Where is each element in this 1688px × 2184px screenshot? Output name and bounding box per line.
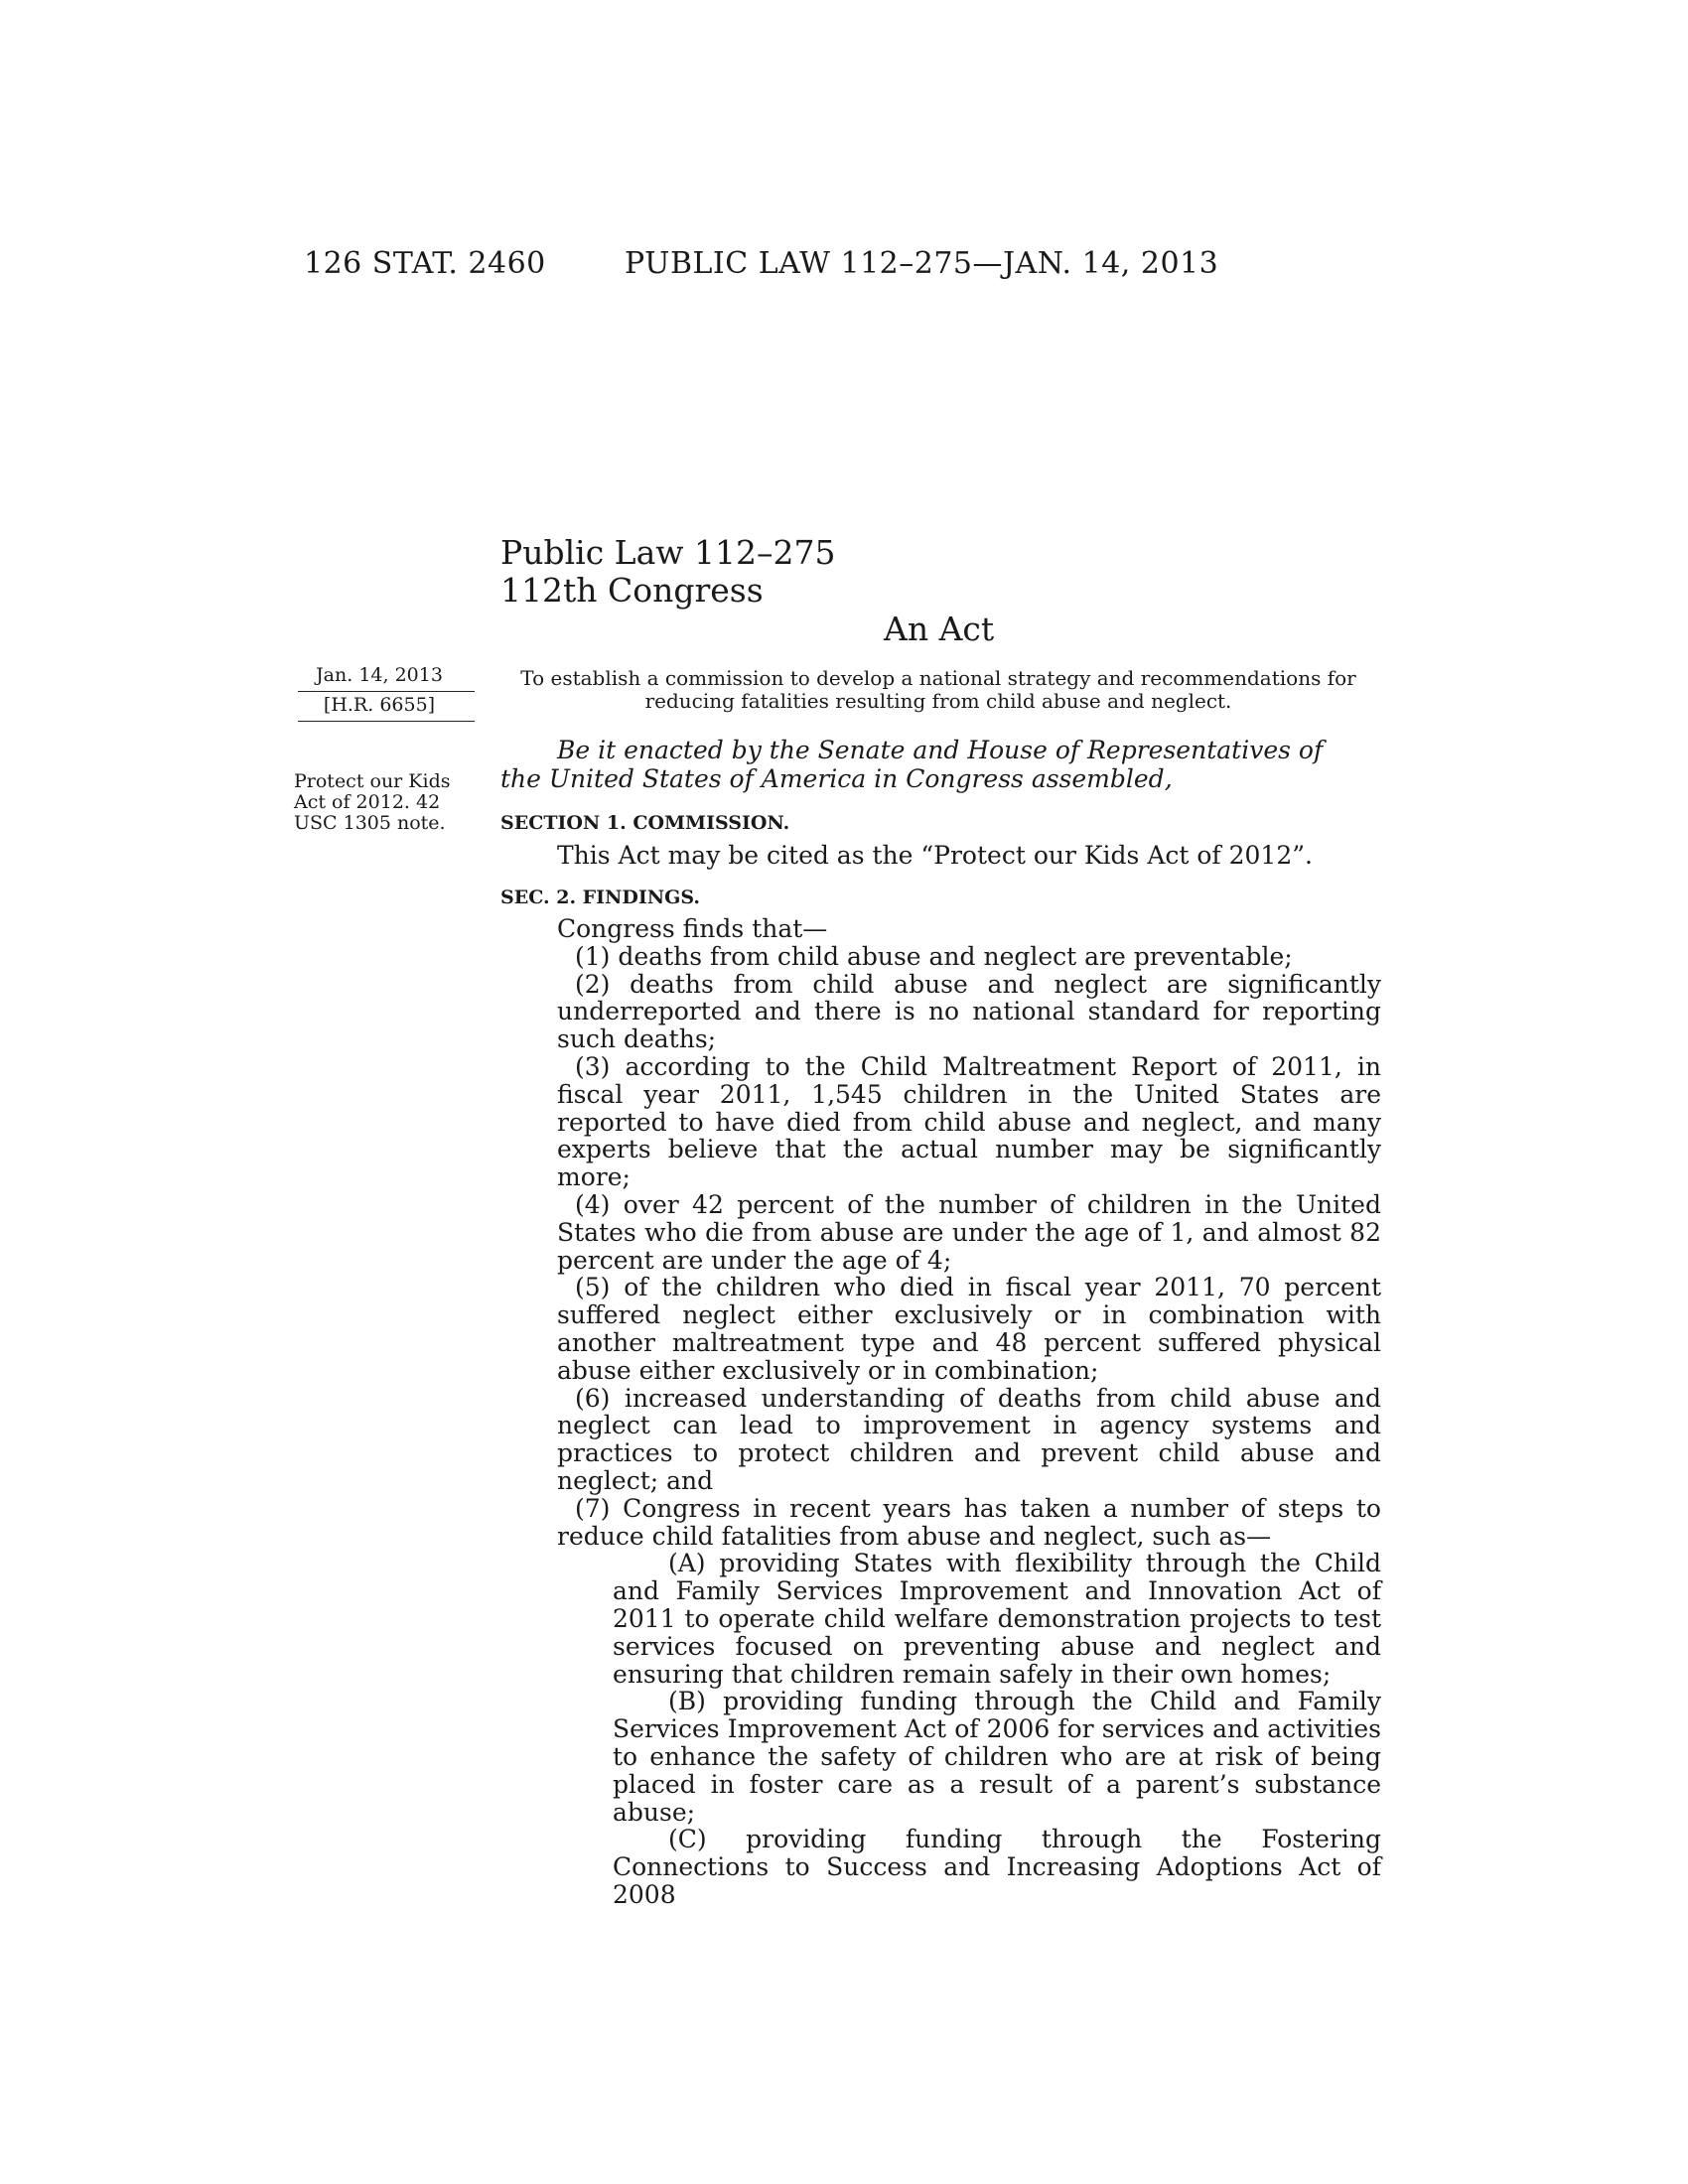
section-1-text: This Act may be cited as the “Protect our Kids Act of 2012”. xyxy=(557,841,1313,870)
congress-label: 112th Congress xyxy=(500,571,764,610)
margin-date: Jan. 14, 2013 xyxy=(316,664,443,686)
subfinding-a: (A) providing States with flexibility through the Child and Family Services Improvement and Innovation Act of 2011 to operate child welfare demonstration projects to test services focused on preventing abuse and neglect and ensuring that children remain safely in their own homes; xyxy=(613,1549,1381,1689)
finding-2: (2) deaths from child abuse and neglect are significantly underreported and there is no national standard for reporting such deaths; xyxy=(557,969,1381,1054)
page-stat-citation: 126 STAT. 2460 xyxy=(304,246,546,281)
act-purpose: To establish a commission to develop a national strategy and recommendations for reducing fatalities resulting from child abuse and neglect. xyxy=(520,666,1356,713)
finding-6: (6) increased understanding of deaths from child abuse and neglect can lead to improvement in agency systems and practices to protect children and prevent child abuse and neglect; and xyxy=(557,1383,1381,1495)
section-1-heading: SECTION 1. COMMISSION. xyxy=(500,812,790,834)
finding-5: (5) of the children who died in fiscal year 2011, 70 percent suffered neglect either exclusively or in combination with another maltreatment type and 48 percent suffered physical abuse either exclusively or in combination; xyxy=(557,1273,1381,1385)
finding-4: (4) over 42 percent of the number of children in the United States who die from abuse are under the age of 1, and almost 82 percent are under the age of 4; xyxy=(557,1189,1381,1275)
margin-bill-number: [H.R. 6655] xyxy=(323,694,436,716)
section-2-heading: SEC. 2. FINDINGS. xyxy=(500,887,701,908)
margin-rule xyxy=(298,691,475,692)
running-header: PUBLIC LAW 112–275—JAN. 14, 2013 xyxy=(625,246,1219,281)
finding-1: (1) deaths from child abuse and neglect are preventable; xyxy=(575,941,1293,971)
subfinding-b: (B) providing funding through the Child and Family Services Improvement Act of 2006 for services and activities to enhance the safety of children who are at risk of being placed in foster care as a result of a parent’s substance abuse; xyxy=(613,1687,1381,1827)
enacting-clause-line1: Be it enacted by the Senate and House of Representatives of xyxy=(557,736,1324,764)
finding-3: (3) according to the Child Maltreatment Report of 2011, in fiscal year 2011, 1,545 children in the United States are reported to have died from child abuse and neglect, and many experts believe that the actual number may be significantly more; xyxy=(557,1051,1381,1192)
an-act-heading: An Act xyxy=(884,610,995,648)
margin-short-title-note: Protect our Kids Act of 2012. 42 USC 1305 note. xyxy=(294,770,451,834)
margin-rule-bottom xyxy=(298,721,475,722)
findings-intro: Congress finds that— xyxy=(557,914,828,943)
findings-list xyxy=(557,915,1381,1909)
subfinding-c: (C) providing funding through the Fostering Connections to Success and Increasing Adoptions Act of 2008 xyxy=(613,1825,1381,1909)
public-law-title: Public Law 112–275 xyxy=(500,533,836,572)
enacting-clause-line2: the United States of America in Congress assembled, xyxy=(500,764,1173,793)
finding-7: (7) Congress in recent years has taken a number of steps to reduce child fatalities from abuse and neglect, such as— xyxy=(557,1493,1381,1551)
